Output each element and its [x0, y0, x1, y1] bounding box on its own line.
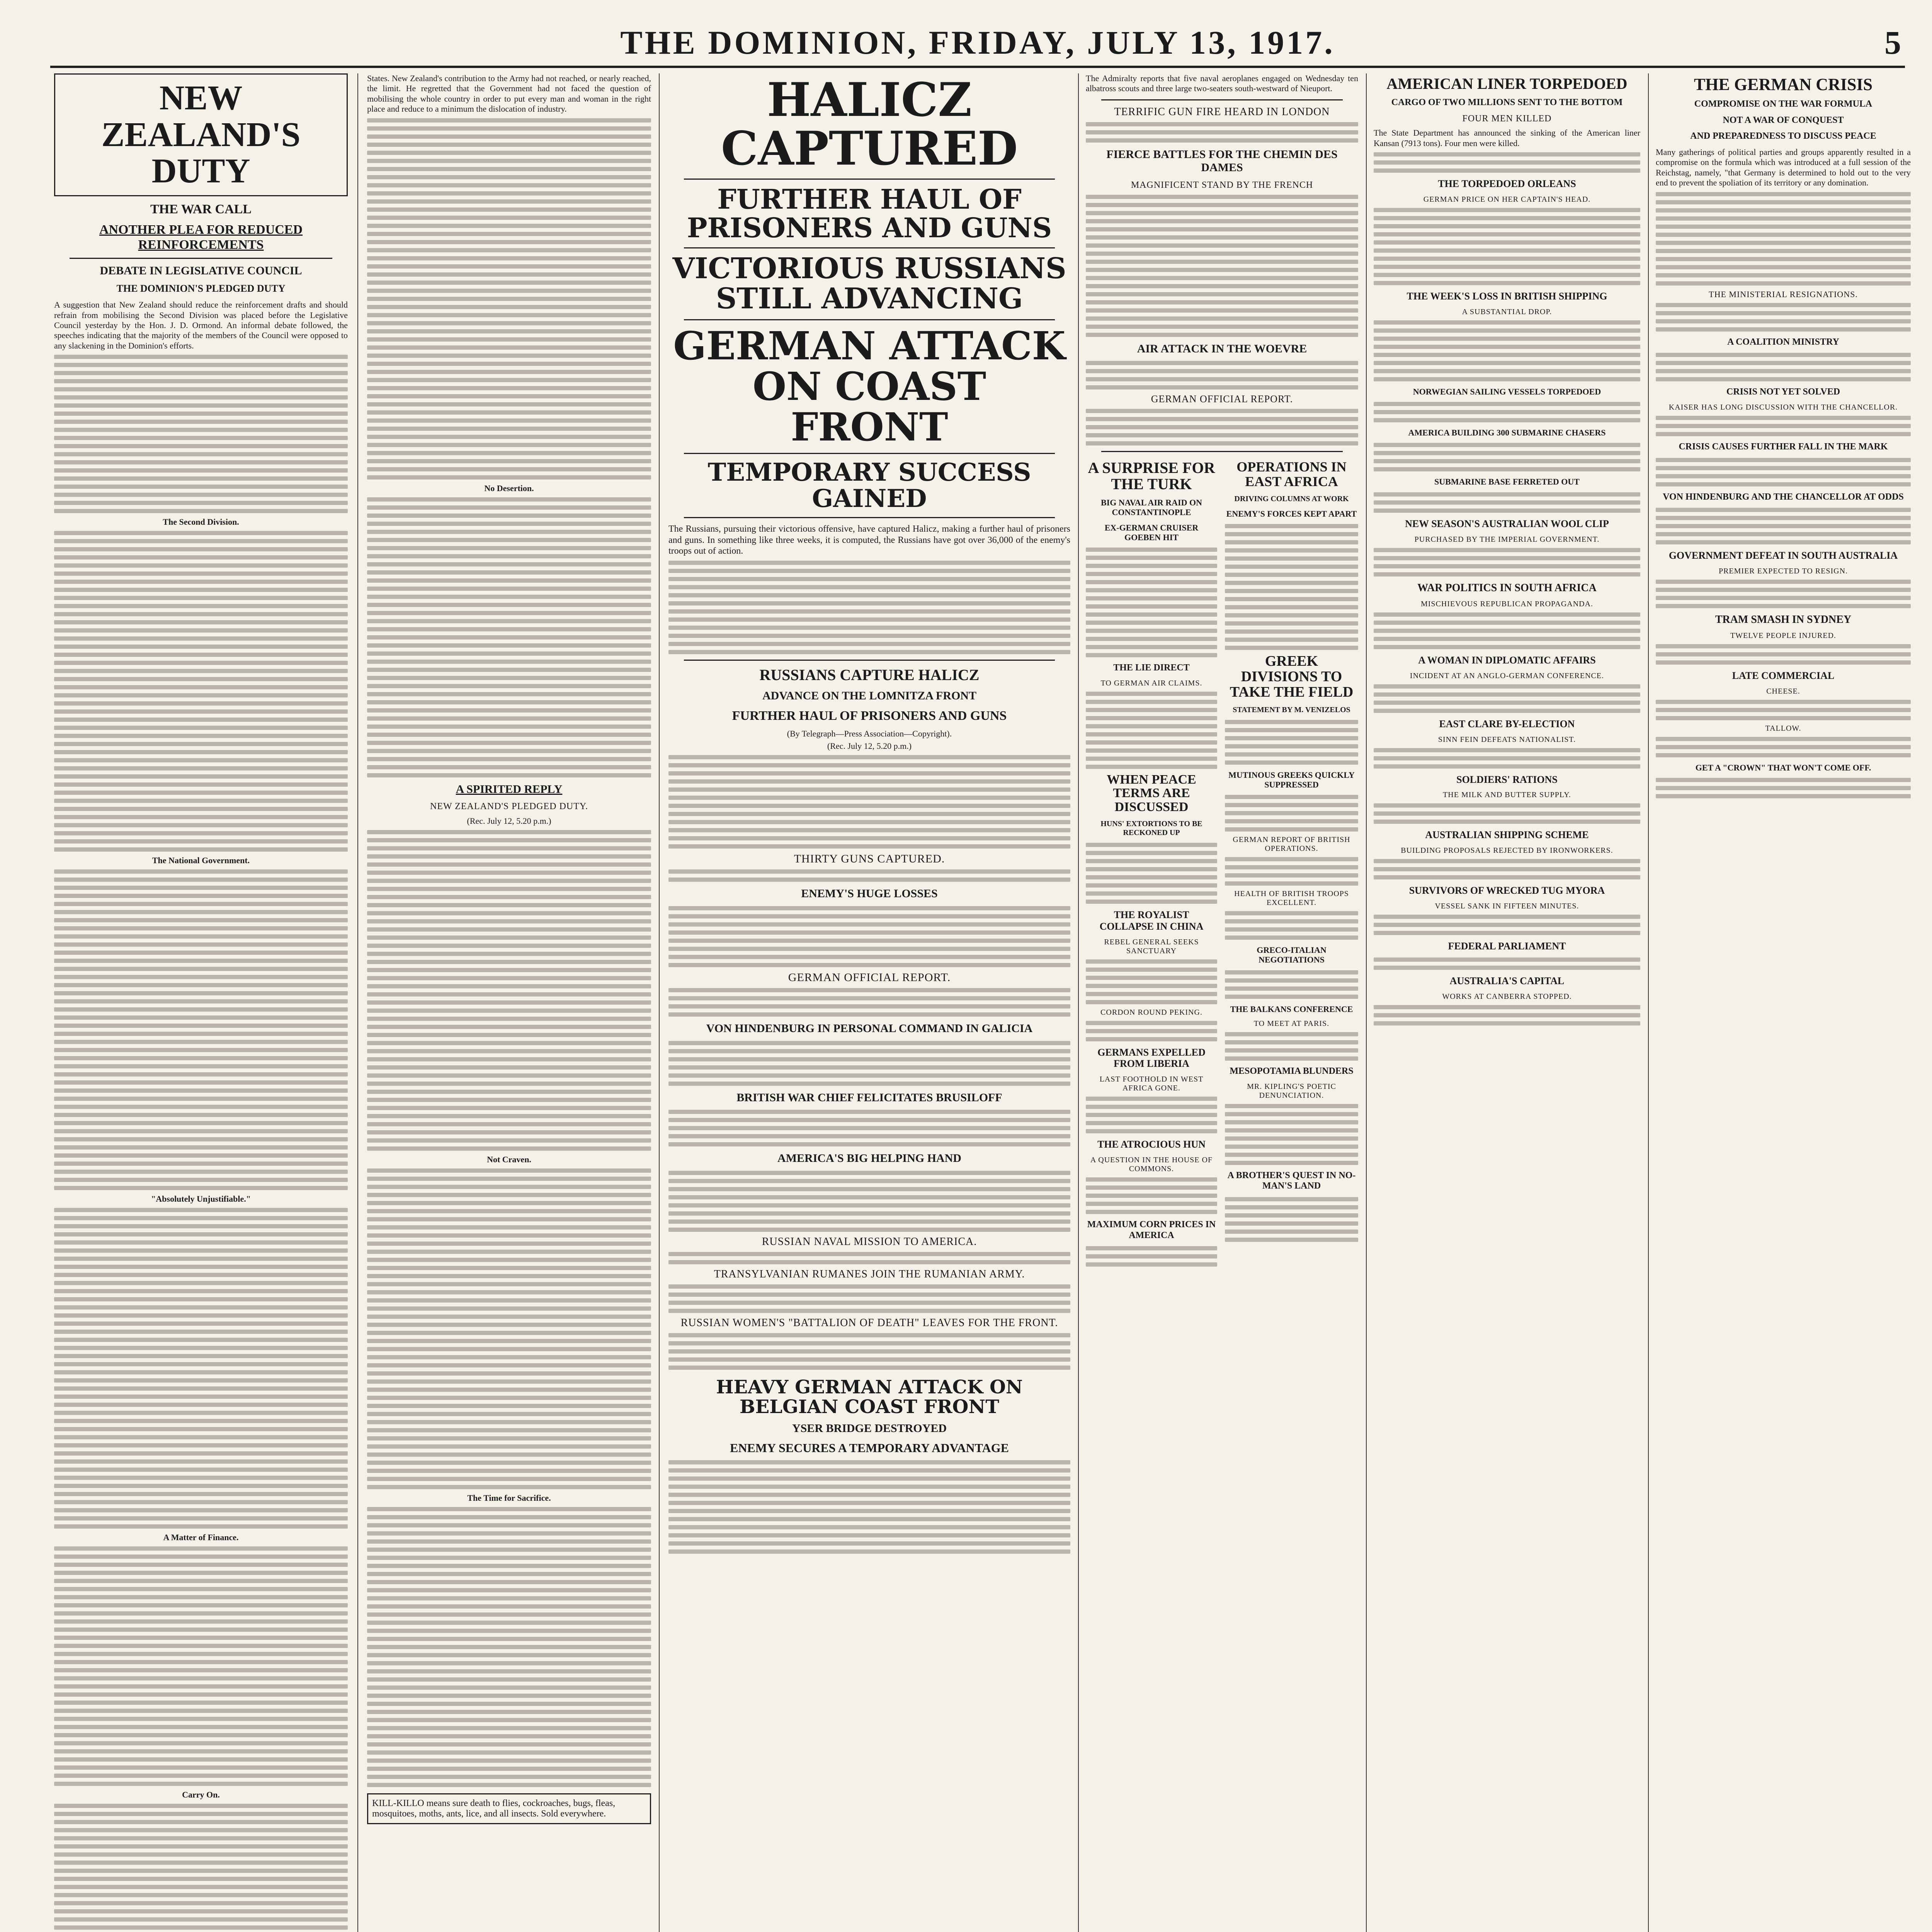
section-head: THIRTY GUNS CAPTURED. — [794, 852, 945, 865]
article-text — [54, 1804, 348, 1932]
article-text — [1656, 644, 1911, 665]
section-head: GREEK DIVISIONS TO TAKE THE FIELD — [1230, 653, 1354, 700]
article-text — [668, 561, 1070, 654]
article-text — [1225, 1197, 1358, 1242]
article-text — [1374, 957, 1640, 970]
section-head: MUTINOUS GREEKS QUICKLY SUPPRESSED — [1228, 770, 1355, 789]
article-text — [1086, 692, 1217, 769]
subhead: TALLOW. — [1765, 724, 1801, 733]
subhead: GERMAN PRICE ON HER CAPTAIN'S HEAD. — [1423, 195, 1591, 204]
article-lede: A suggestion that New Zealand should reduce the reinforcement drafts and should refrain from mobilising the Second Division was placed before the Legislative Council yesterday by the Hon. J. D. Ormond. An informal debate followed, the speeches indicating that the majority of the members of the Council were opposed to any slackening in the Dominion's efforts. — [54, 300, 348, 350]
article-text — [1656, 353, 1911, 381]
article-text — [1656, 700, 1911, 720]
article-text — [1656, 580, 1911, 608]
subhead: PREMIER EXPECTED TO RESIGN. — [1718, 567, 1848, 576]
subhead: TWELVE PEOPLE INJURED. — [1730, 631, 1837, 640]
article-text — [367, 1507, 651, 1787]
section-head: FIERCE BATTLES FOR THE CHEMIN DES DAMES — [1106, 148, 1338, 174]
article-text — [367, 497, 651, 777]
subhead: A QUESTION IN THE HOUSE OF COMMONS. — [1090, 1156, 1213, 1173]
subhead: THE DOMINION'S PLEDGED DUTY — [116, 283, 286, 294]
column-war-cables-top — [1086, 73, 1358, 1932]
article-text — [1656, 778, 1911, 798]
section-head: GERMAN REPORT OF BRITISH OPERATIONS. — [1233, 835, 1350, 853]
article-text — [1656, 303, 1911, 332]
section-head: NORWEGIAN SAILING VESSELS TORPEDOED — [1413, 386, 1601, 396]
dateline: (Rec. July 12, 5.20 p.m.) — [827, 741, 912, 751]
subhead: CHEESE. — [1766, 687, 1800, 696]
subhead: FOUR MEN KILLED — [1462, 113, 1552, 124]
article-text — [1086, 548, 1217, 657]
section-head: GRECO-ITALIAN NEGOTIATIONS — [1257, 945, 1327, 965]
section-head: VON HINDENBURG AND THE CHANCELLOR AT ODDS — [1663, 492, 1904, 502]
column-german-crisis — [1656, 73, 1911, 1932]
article-text — [668, 1252, 1070, 1264]
section-head: The Time for Sacrifice. — [467, 1493, 551, 1503]
article-text — [668, 1284, 1070, 1313]
section-head: The National Government. — [152, 855, 250, 866]
subhead: FURTHER HAUL OF PRISONERS AND GUNS — [732, 708, 1007, 723]
section-head: VON HINDENBURG IN PERSONAL COMMAND IN GALICIA — [706, 1022, 1033, 1035]
section-head: GET A "CROWN" THAT WON'T COME OFF. — [1695, 763, 1871, 773]
section-head: GERMAN OFFICIAL REPORT. — [788, 971, 951, 984]
article-text — [367, 118, 651, 480]
section-head: EAST CLARE BY-ELECTION — [1439, 718, 1575, 730]
article-text — [668, 1110, 1070, 1146]
war-cables-split — [1086, 457, 1358, 1270]
article-text — [668, 1171, 1070, 1232]
column-new-zealands-duty — [54, 73, 348, 1932]
dateline: (Rec. July 12, 5.20 p.m.) — [467, 816, 551, 826]
article-text — [367, 1168, 651, 1489]
divider — [684, 319, 1055, 320]
section-head: The Second Division. — [163, 517, 239, 527]
subhead: SINN FEIN DEFEATS NATIONALIST. — [1438, 735, 1576, 744]
subhead: KAISER HAS LONG DISCUSSION WITH THE CHANCELLOR. — [1668, 403, 1898, 412]
headline: HALICZ CAPTURED — [721, 73, 1018, 176]
section-head: THE WEEK'S LOSS IN BRITISH SHIPPING — [1406, 290, 1607, 302]
war-cables-right — [1225, 457, 1358, 1270]
subhead: A SPIRITED REPLY — [456, 782, 563, 796]
section-head: THE LIE DIRECT — [1113, 663, 1190, 673]
subhead: CARGO OF TWO MILLIONS SENT TO THE BOTTOM — [1391, 97, 1623, 107]
divider — [684, 247, 1055, 248]
subhead: EX-GERMAN CRUISER GOEBEN HIT — [1104, 522, 1199, 542]
section-head: NEW SEASON'S AUSTRALIAN WOOL CLIP — [1405, 518, 1609, 529]
section-head: AMERICA BUILDING 300 SUBMARINE CHASERS — [1408, 428, 1606, 438]
section-head: THE ATROCIOUS HUN — [1097, 1139, 1206, 1150]
section-head: CRISIS NOT YET SOLVED — [1726, 387, 1840, 397]
section-head: AUSTRALIA'S CAPITAL — [1449, 975, 1565, 987]
subhead: REBEL GENERAL SEEKS SANCTUARY — [1104, 937, 1199, 955]
section-head: HEALTH OF BRITISH TROOPS EXCELLENT. — [1234, 889, 1349, 907]
section-head: A BROTHER'S QUEST IN NO-MAN'S LAND — [1227, 1170, 1356, 1191]
article-text — [1374, 748, 1640, 769]
article-text — [1374, 859, 1640, 879]
credit-line: (By Telegraph—Press Association—Copyright). — [787, 728, 952, 738]
section-head: A WOMAN IN DIPLOMATIC AFFAIRS — [1418, 654, 1596, 666]
article-text — [1225, 795, 1358, 832]
article-lede: Many gatherings of political parties and groups apparently resulted in a compromise on the formula which was introduced at a full session of the Reichstag, namely, "that Germany is determined to hold out to the very end to prevent the spoliation of its territory or any domination. — [1656, 147, 1911, 188]
section-head: LATE COMMERCIAL — [1732, 670, 1835, 682]
article-lede: The Admiralty reports that five naval aeroplanes engaged on Wednesday ten albatross scouts and three large two-seaters south-westward of Nieuport. — [1086, 73, 1358, 94]
article-text — [1225, 524, 1358, 650]
article-text — [54, 869, 348, 1190]
subhead: MR. KIPLING'S POETIC DENUNCIATION. — [1247, 1082, 1336, 1100]
article-text — [1374, 684, 1640, 713]
section-head: RUSSIANS CAPTURE HALICZ — [759, 666, 980, 684]
article-lede: The Russians, pursuing their victorious offensive, have captured Halicz, making a further haul of prisoners and guns. In something like three weeks, it is computed, the Russians have got over 36,000 of the enemy's troops out of action. — [668, 524, 1070, 556]
article-text — [1086, 361, 1358, 389]
article-text — [1086, 843, 1217, 904]
section-head: AMERICA'S BIG HELPING HAND — [777, 1152, 961, 1165]
article-text — [1374, 548, 1640, 577]
article-text — [1225, 720, 1358, 765]
subhead: NEW ZEALAND'S PLEDGED DUTY. — [430, 801, 588, 812]
article-text — [54, 355, 348, 513]
subhead: HUNS' EXTORTIONS TO BE RECKONED UP — [1100, 819, 1202, 837]
article-text — [668, 1333, 1070, 1370]
article-text — [1225, 857, 1358, 886]
subhead: ENEMY'S FORCES KEPT APART — [1226, 509, 1357, 519]
subhead: MISCHIEVOUS REPUBLICAN PROPAGANDA. — [1420, 599, 1594, 608]
article-text — [1225, 1104, 1358, 1165]
section-head: A COALITION MINISTRY — [1727, 337, 1839, 347]
article-text — [1374, 443, 1640, 471]
divider — [70, 258, 332, 259]
headline: NEW ZEALAND'S DUTY — [101, 79, 301, 190]
article-text — [1656, 192, 1911, 286]
article-text — [1374, 152, 1640, 173]
section-head: ENEMY'S HUGE LOSSES — [801, 887, 938, 900]
article-text — [1086, 1021, 1217, 1041]
section-head: HEAVY GERMAN ATTACK ON BELGIAN COAST FRONT — [716, 1376, 1023, 1418]
section-head: FEDERAL PARLIAMENT — [1448, 940, 1566, 952]
divider — [684, 517, 1055, 518]
article-text — [668, 988, 1070, 1017]
column-rule — [1366, 73, 1367, 1932]
article-text — [668, 755, 1070, 849]
article-text — [1656, 737, 1911, 757]
section-head: MAXIMUM CORN PRICES IN AMERICA — [1087, 1219, 1216, 1240]
article-text — [1225, 1032, 1358, 1061]
section-head: OPERATIONS IN EAST AFRICA — [1236, 459, 1347, 489]
section-head: THE ROYALIST COLLAPSE IN CHINA — [1099, 909, 1204, 932]
column-continued — [367, 73, 651, 1932]
section-head: GERMANS EXPELLED FROM LIBERIA — [1097, 1046, 1206, 1070]
section-head: TRAM SMASH IN SYDNEY — [1715, 614, 1852, 626]
article-text — [367, 830, 651, 1151]
article-text — [1656, 458, 1911, 486]
section-head: AMERICAN LINER TORPEDOED — [1386, 75, 1628, 92]
section-head: A SURPRISE FOR THE TURK — [1088, 459, 1215, 493]
article-text — [1086, 195, 1358, 337]
subhead: DEBATE IN LEGISLATIVE COUNCIL — [100, 264, 302, 277]
war-cables-left — [1086, 457, 1217, 1270]
section-head: AIR ATTACK IN THE WOEVRE — [1137, 342, 1307, 355]
section-head: RUSSIAN WOMEN'S "BATTALION OF DEATH" LEAVES FOR THE FRONT. — [680, 1317, 1058, 1329]
article-text — [1086, 1097, 1217, 1133]
divider — [1101, 451, 1343, 452]
masthead-title: THE DOMINION, FRIDAY, JULY 13, 1917. — [620, 24, 1335, 61]
subhead: CORDON ROUND PEKING. — [1100, 1008, 1202, 1017]
article-text — [1374, 402, 1640, 422]
column-rule — [659, 73, 660, 1932]
subhead: BUILDING PROPOSALS REJECTED BY IRONWORKERS. — [1401, 846, 1613, 855]
column-halicz-captured — [668, 73, 1070, 1932]
article-lede: States. New Zealand's contribution to the Army had not reached, or nearly reached, the limit. He regretted that the Government had not faced the question of mobilising the whole country in order to put every man and woman in the right place and reduce to a minimum the dislocation of industry. — [367, 73, 651, 114]
section-head: GOVERNMENT DEFEAT IN SOUTH AUSTRALIA — [1668, 550, 1898, 561]
masthead — [50, 23, 1905, 68]
subhead: YSER BRIDGE DESTROYED — [792, 1422, 947, 1435]
article-text — [1086, 122, 1358, 143]
article-text — [1374, 208, 1640, 285]
article-text — [1086, 959, 1217, 1004]
article-text — [1656, 416, 1911, 436]
divider — [1101, 99, 1343, 100]
section-head: SURVIVORS OF WRECKED TUG MYORA — [1409, 885, 1605, 896]
section-head: No Desertion. — [484, 483, 534, 493]
subhead: ANOTHER PLEA FOR REDUCED REINFORCEMENTS — [99, 222, 303, 252]
section-head: RUSSIAN NAVAL MISSION TO AMERICA. — [762, 1235, 977, 1248]
subhead: PURCHASED BY THE IMPERIAL GOVERNMENT. — [1414, 535, 1600, 544]
article-text — [1374, 320, 1640, 381]
article-text — [1374, 492, 1640, 513]
headline-box — [54, 73, 348, 196]
subhead: BIG NAVAL AIR RAID ON CONSTANTINOPLE — [1100, 497, 1202, 517]
article-text — [1374, 915, 1640, 935]
subhead: THE WAR CALL — [150, 202, 252, 216]
article-text — [668, 1041, 1070, 1086]
section-head: GERMAN OFFICIAL REPORT. — [1151, 393, 1293, 405]
section-head: Not Craven. — [487, 1154, 531, 1164]
subhead: A SUBSTANTIAL DROP. — [1462, 307, 1552, 316]
headline: TEMPORARY SUCCESS GAINED — [707, 458, 1031, 513]
article-text — [668, 869, 1070, 882]
article-text — [668, 906, 1070, 967]
article-text — [668, 1460, 1070, 1554]
subhead: STATEMENT BY M. VENIZELOS — [1233, 705, 1350, 714]
article-text — [54, 531, 348, 852]
subhead: AND PREPAREDNESS TO DISCUSS PEACE — [1690, 131, 1876, 141]
subhead: TO GERMAN AIR CLAIMS. — [1100, 679, 1202, 687]
article-text — [54, 1546, 348, 1786]
article-lede: The State Department has announced the sinking of the American liner Kansan (7913 tons). Four men were killed. — [1374, 128, 1640, 148]
section-head: MESOPOTAMIA BLUNDERS — [1230, 1066, 1354, 1076]
subhead: THE MILK AND BUTTER SUPPLY. — [1443, 791, 1571, 799]
divider — [684, 453, 1055, 454]
section-head: THE GERMAN CRISIS — [1694, 75, 1873, 94]
column-rule — [1078, 73, 1079, 1932]
subhead: NOT A WAR OF CONQUEST — [1723, 115, 1844, 125]
page-number: 5 — [1884, 24, 1901, 61]
subhead: VESSEL SANK IN FIFTEEN MINUTES. — [1435, 902, 1579, 911]
article-text — [1086, 409, 1358, 446]
headline: FURTHER HAUL OF PRISONERS AND GUNS — [687, 183, 1052, 244]
article-text — [1086, 1246, 1217, 1267]
section-head: WAR POLITICS IN SOUTH AFRICA — [1417, 582, 1597, 594]
article-text — [1225, 970, 1358, 999]
subhead: MAGNIFICENT STAND BY THE FRENCH — [1131, 180, 1313, 190]
section-head: "Absolutely Unjustifiable." — [151, 1194, 251, 1204]
section-head: WHEN PEACE TERMS ARE DISCUSSED — [1107, 772, 1196, 815]
section-head: THE MINISTERIAL RESIGNATIONS. — [1709, 289, 1858, 299]
column-american-liner — [1374, 73, 1640, 1932]
article-text — [1374, 803, 1640, 824]
subhead: TO MEET AT PARIS. — [1253, 1019, 1330, 1028]
section-head: BRITISH WAR CHIEF FELICITATES BRUSILOFF — [736, 1091, 1002, 1104]
article-text — [1225, 911, 1358, 940]
section-head: SUBMARINE BASE FERRETED OUT — [1434, 477, 1580, 487]
section-head: TRANSYLVANIAN RUMANES JOIN THE RUMANIAN ARMY. — [714, 1268, 1025, 1280]
section-head: Carry On. — [182, 1790, 220, 1800]
subhead: WORKS AT CANBERRA STOPPED. — [1442, 992, 1572, 1001]
subhead: LAST FOOTHOLD IN WEST AFRICA GONE. — [1099, 1075, 1204, 1093]
section-head: TERRIFIC GUN FIRE HEARD IN LONDON — [1114, 105, 1330, 118]
column-rule — [1648, 73, 1649, 1932]
section-head: THE BALKANS CONFERENCE — [1230, 1004, 1353, 1014]
divider — [684, 179, 1055, 180]
subhead: COMPROMISE ON THE WAR FORMULA — [1694, 99, 1872, 109]
article-text — [54, 1208, 348, 1529]
column-rule — [357, 73, 358, 1932]
subhead: ENEMY SECURES A TEMPORARY ADVANTAGE — [730, 1440, 1009, 1455]
advertisement-kill-killo: KILL-KILLO means sure death to flies, cockroaches, bugs, fleas, mosquitoes, moths, ants, lice, and all insects. Sold everywhere. — [367, 1793, 651, 1824]
article-text — [1086, 1177, 1217, 1214]
subhead: INCIDENT AT AN ANGLO-GERMAN CONFERENCE. — [1410, 671, 1604, 680]
subhead: DRIVING COLUMNS AT WORK — [1234, 494, 1349, 503]
section-head: SOLDIERS' RATIONS — [1456, 774, 1558, 785]
headline: GERMAN ATTACK ON COAST FRONT — [673, 323, 1066, 450]
section-head: AUSTRALIAN SHIPPING SCHEME — [1425, 829, 1589, 841]
headline: VICTORIOUS RUSSIANS STILL ADVANCING — [672, 252, 1066, 315]
article-text — [1656, 508, 1911, 544]
section-head: THE TORPEDOED ORLEANS — [1438, 178, 1576, 189]
section-head: A Matter of Finance. — [163, 1532, 239, 1543]
subhead: ADVANCE ON THE LOMNITZA FRONT — [762, 689, 976, 702]
article-text — [1374, 612, 1640, 649]
divider — [684, 660, 1055, 661]
section-head: CRISIS CAUSES FURTHER FALL IN THE MARK — [1679, 442, 1888, 452]
article-text — [1374, 1005, 1640, 1026]
